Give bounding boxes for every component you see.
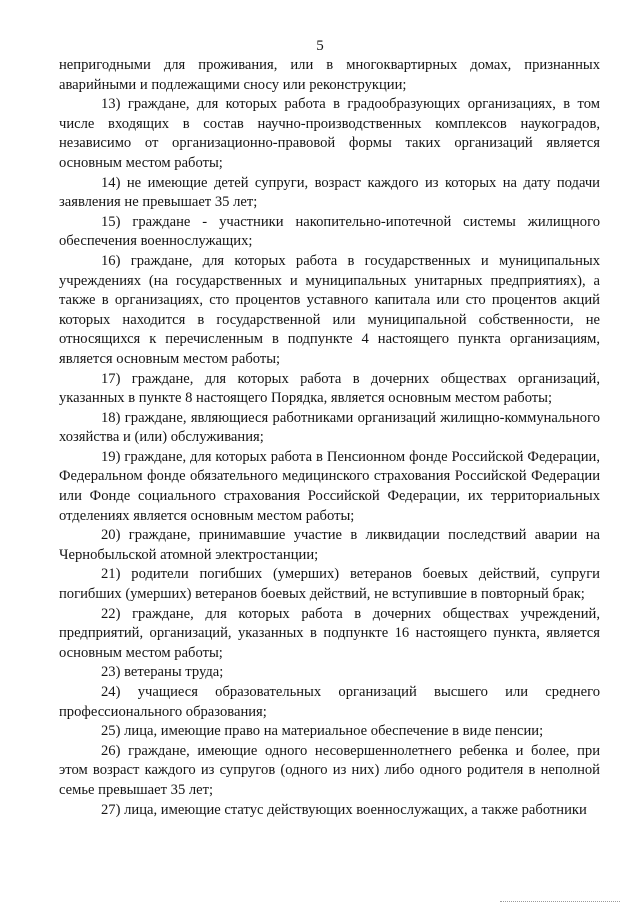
scan-artifact — [500, 898, 620, 902]
list-item-20: 20) граждане, принимавшие участие в ликвидации последствий аварии на Чернобыльской атомной электростанции; — [59, 527, 600, 563]
list-item-15: 15) граждане - участники накопительно-ипотечной системы жилищного обеспечения военнослужащих; — [59, 213, 600, 250]
list-item-16: 16) граждане, для которых работа в государственных и муниципальных учреждениях (на государственных и муниципальных унитарных предприятиях), а также в организациях, сто процентов уставного капитала или сто процентов акций которых находится в государственной или муниципальной собственности, не относящихся к перечисленным в подпункте 4 настоящего пункта организациям, является основным местом работы; — [59, 252, 600, 367]
list-item-14: 14) не имеющие детей супруги, возраст каждого из которых на дату подачи заявления не превышает 35 лет; — [59, 174, 600, 211]
list-item-19: 19) граждане, для которых работа в Пенсионном фонде Российской Федерации, Федеральном фонде обязательного медицинского страхования Российской Федерации или Фонде социального страхования Российской Федерации, их территориальных отделениях является основным местом работы; — [59, 448, 600, 524]
list-item-25: 25) лица, имеющие право на материальное обеспечение в виде пенсии; — [101, 723, 544, 740]
list-item-24: 24) учащиеся образовательных организаций высшего или среднего профессионального образования; — [59, 684, 600, 720]
list-item-17: 17) граждане, для которых работа в дочерних обществах организаций, указанных в пункте 8 настоящего Порядка, является основным местом работы; — [59, 370, 600, 407]
list-item-18: 18) граждане, являющиеся работниками организаций жилищно-коммунального хозяйства и (или) обслуживания; — [59, 409, 600, 446]
list-item-23: 23) ветераны труда; — [101, 664, 224, 681]
list-item-26: 26) граждане, имеющие одного несовершеннолетнего ребенка и более, при этом возраст каждого из супругов (одного из них) либо одного родителя в неполной семье превышает 35 лет; — [59, 742, 600, 798]
paragraph-continuation: непригодными для проживания, или в многоквартирных домах, признанных аварийными и подлежащими сносу или реконструкции; — [59, 57, 600, 93]
document-body — [59, 56, 600, 820]
page-number: 5 — [316, 38, 324, 54]
list-item-22: 22) граждане, для которых работа в дочерних обществах учреждений, предприятий, организаций, указанных в подпункте 16 настоящего пункта, является основным местом работы; — [59, 605, 600, 661]
list-item-13: 13) граждане, для которых работа в градообразующих организациях, в том числе входящих в состав научно-производственных комплексов наукоградов, независимо от организационно-правовой формы таких организаций является основным местом работы; — [59, 96, 600, 171]
list-item-21: 21) родители погибших (умерших) ветеранов боевых действий, супруги погибших (умерших) ветеранов боевых действий, не вступившие в повторный брак; — [59, 566, 600, 603]
list-item-27: 27) лица, имеющие статус действующих военнослужащих, а также работники — [101, 801, 587, 818]
